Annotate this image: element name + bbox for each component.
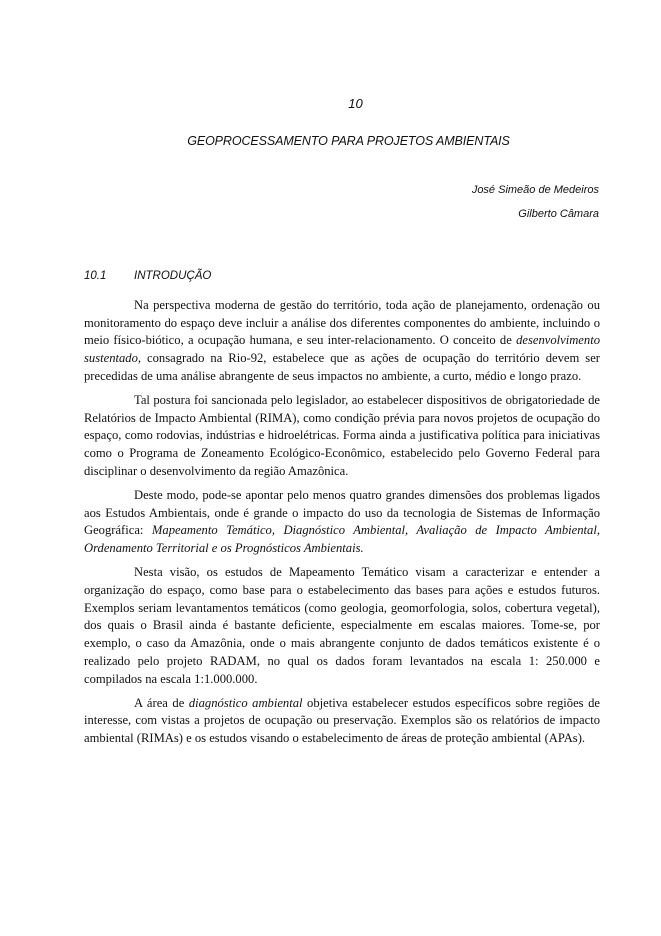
paragraph-text: objetiva estabelecer estudos específicos sobre regiões de interesse, com vistas a projetos de ocupação ou preservação. Exemplos são os relatórios de impacto ambiental (RIMAs) e os estudos visando o estabelecimento de áreas de proteção ambiental (APAs). [84, 695, 600, 746]
paragraph-text: A área de [134, 695, 189, 710]
paragraph-text: Deste modo, pode-se apontar pelo menos quatro grandes dimensões dos problemas ligados aos Estudos Ambientais, onde é grande o impacto do uso da tecnologia de Sistemas de Informação Geográfica: [84, 488, 600, 538]
body-text [84, 297, 600, 754]
paragraph [84, 695, 600, 748]
author-name: José Simeão de Medeiros [471, 184, 599, 196]
author-name: Gilberto Câmara [518, 208, 599, 220]
paragraph-text: Na perspectiva moderna de gestão do território, toda ação de planejamento, ordenação ou monitoramento do espaço deve incluir a análise dos diferentes componentes do ambiente, incluindo o meio físico-biótico, a ocupação humana, e seu inter-relacionamento. O conceito de [84, 298, 600, 348]
chapter-title: GEOPROCESSAMENTO PARA PROJETOS AMBIENTAIS [187, 134, 510, 148]
italic-text: desenvolvimento sustentado [84, 333, 600, 366]
paragraph-text: Tal postura foi sancionada pelo legislador, ao estabelecer dispositivos de obrigatoriedade de Relatórios de Impacto Ambiental (RIMA), como condição prévia para novos projetos de ocupação do espaço, como rodovias, indústrias e hidroelétricas. Forma ainda a justificativa política para iniciativas como o Programa de Zoneamento Ecológico-Econômico, estabelecido pelo Governo Federal para disciplinar o desenvolvimento da região Amazônica. [84, 393, 600, 478]
section-title: INTRODUÇÃO [134, 270, 212, 282]
paragraph-text: Nesta visão, os estudos de Mapeamento Temático visam a caracterizar e entender a organização do espaço, como base para o estabelecimento das bases para ações e estudos futuros. Exemplos seriam levantamentos temáticos (como geologia, geomorfologia, solos, cobertura vegetal), dos quais o Brasil ainda é bastante deficiente, especialmente em escalas maiores. Tome-se, por exemplo, o caso da Amazônia, onde o mais abrangente conjunto de dados temáticos existente é o realizado pelo projeto RADAM, no qual os dados foram levantados na escala 1: 250.000 e compilados na escala 1:1.000.000. [84, 565, 600, 686]
section-number: 10.1 [84, 270, 107, 282]
italic-text: diagnóstico ambiental [188, 695, 303, 710]
chapter-number: 10 [348, 96, 363, 111]
section-heading [84, 270, 211, 282]
paragraph [84, 297, 600, 386]
paragraph [84, 564, 600, 688]
paragraph [84, 487, 600, 558]
paragraph-text: , consagrado na Rio-92, estabelece que as ações de ocupação do território devem ser precedidas de uma análise abrangente de seus impactos no ambiente, a curto, médio e longo prazo. [84, 351, 600, 383]
paragraph [84, 392, 600, 481]
italic-text: Mapeamento Temático, Diagnóstico Ambiental, Avaliação de Impacto Ambiental, Ordenamento Territorial e os Prognósticos Ambientais. [84, 523, 600, 556]
